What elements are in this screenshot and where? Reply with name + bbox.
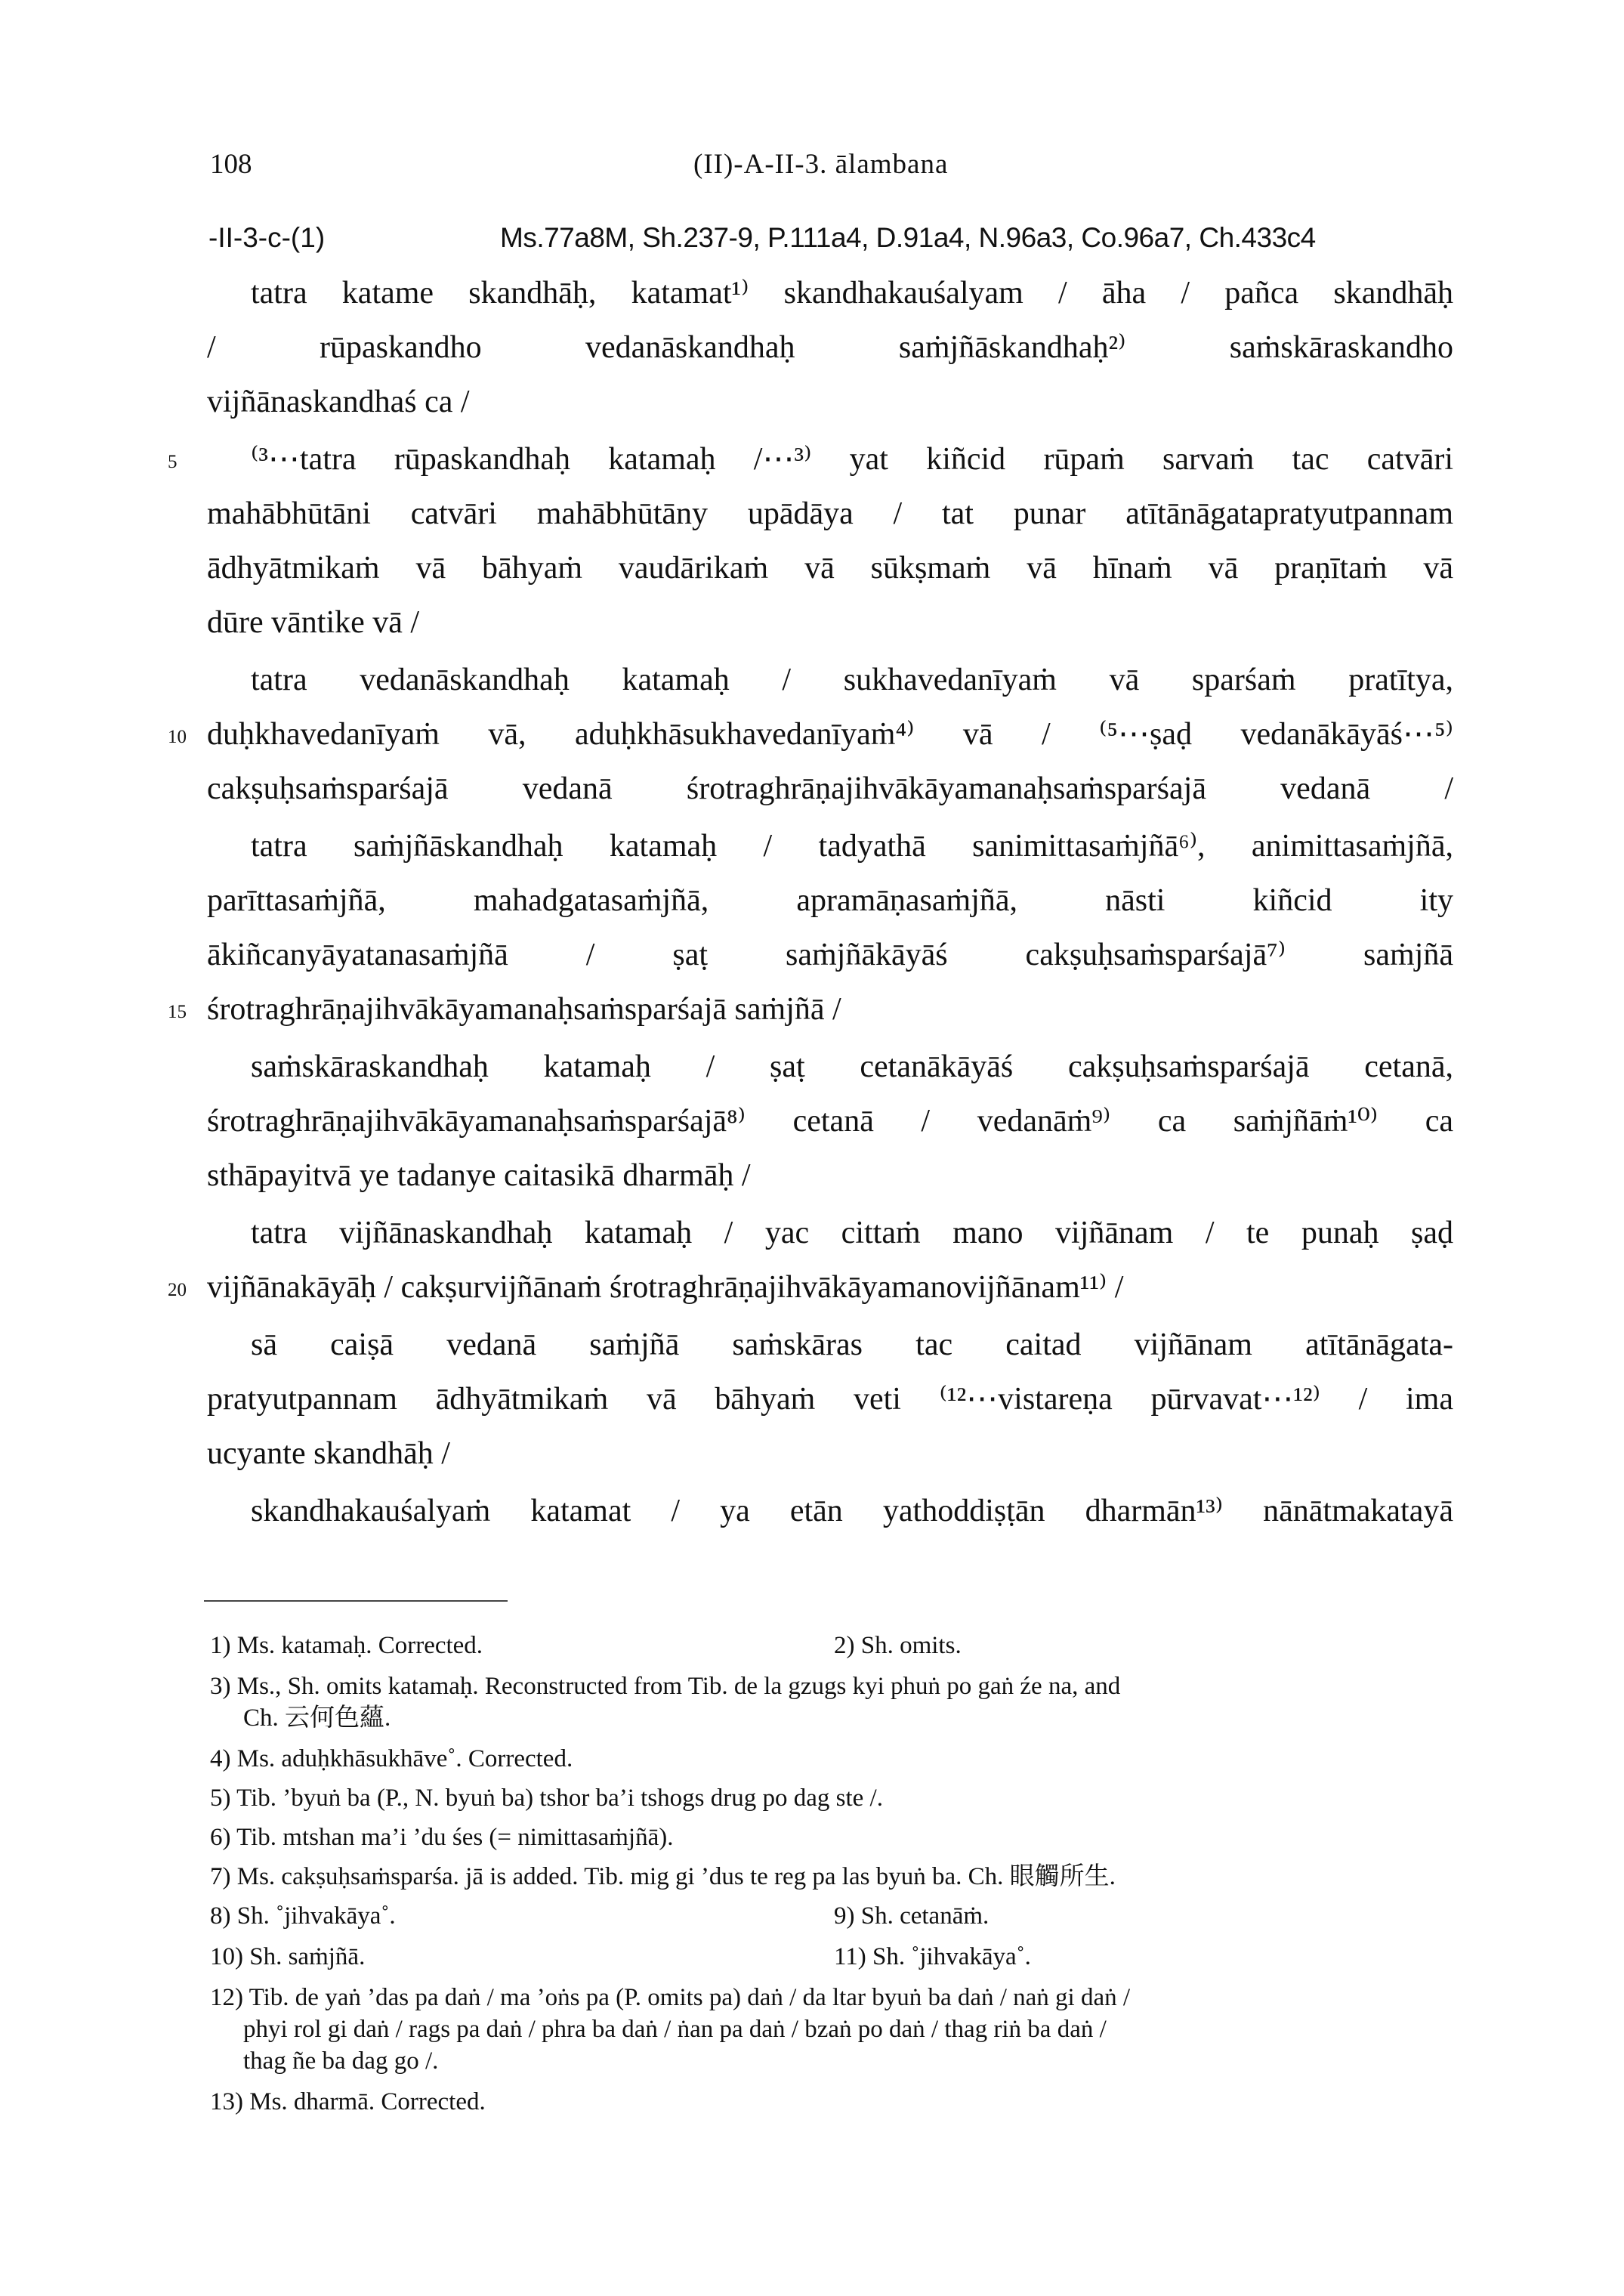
section-label: -II-3-c-(1) [208, 222, 326, 253]
footnote: 2) Sh. omits. [834, 1632, 962, 1659]
body-line: tatra vedanāskandhaḥ katamaḥ / sukhavedanīyaṁ vā sparśaṁ pratītya, [251, 663, 1453, 697]
footnote: Ch. 云何色蘊. [243, 1704, 391, 1732]
body-line: dūre vāntike vā / [207, 605, 420, 640]
line-number: 15 [168, 1002, 187, 1022]
body-line: śrotraghrāṇajihvākāyamanaḥsaṁsparśajā⁸⁾ cetanā / vedanāṁ⁹⁾ ca saṁjñāṁ¹⁰⁾ ca [207, 1104, 1453, 1139]
footnote: 9) Sh. cetanāṁ. [834, 1902, 990, 1930]
body-line: tatra katame skandhāḥ, katamat¹⁾ skandhakauśalyam / āha / pañca skandhāḥ [251, 276, 1453, 311]
body-line: mahābhūtāni catvāri mahābhūtāny upādāya / tat punar atītānāgatapratyutpannam [207, 496, 1453, 531]
footnote: 8) Sh. ˚jihvakāya˚. [210, 1902, 396, 1930]
body-line: tatra vijñānaskandhaḥ katamaḥ / yac cittaṁ mano vijñānam / te punaḥ ṣaḍ [251, 1216, 1453, 1250]
footnote: 13) Ms. dharmā. Corrected. [210, 2088, 486, 2115]
body-line: vijñānaskandhaś ca / [207, 385, 470, 419]
footnote: phyi rol gi daṅ / rags pa daṅ / phra ba daṅ / ṅan pa daṅ / bzaṅ po daṅ / thag riṅ ba daṅ / [243, 2016, 1107, 2043]
body-line: sthāpayitvā ye tadanye caitasikā dharmāḥ / [207, 1158, 751, 1193]
body-line: ādhyātmikaṁ vā bāhyaṁ vaudārikaṁ vā sūkṣmaṁ vā hīnaṁ vā praṇītaṁ vā [207, 551, 1453, 586]
footnote: 3) Ms., Sh. omits katamaḥ. Reconstructed from Tib. de la gzugs kyi phuṅ po gaṅ źe na, and [210, 1673, 1121, 1700]
running-head: (II)-A-II-3. ālambana [693, 149, 949, 180]
body-line: tatra saṁjñāskandhaḥ katamaḥ / tadyathā sanimittasaṁjñā⁶⁾, animittasaṁjñā, [251, 829, 1453, 864]
page-number: 108 [210, 149, 252, 180]
footnote: 5) Tib. ’byuṅ ba (P., N. byuṅ ba) tshor ba’i tshogs drug po dag ste /. [210, 1785, 883, 1812]
line-number: 5 [168, 452, 178, 472]
footnote: 1) Ms. katamaḥ. Corrected. [210, 1632, 483, 1659]
body-line: / rūpaskandho vedanāskandhaḥ saṁjñāskandhaḥ²⁾ saṁskāraskandho [207, 330, 1453, 365]
body-line: sā caiṣā vedanā saṁjñā saṁskāras tac caitad vijñānam atītānāgata- [251, 1327, 1453, 1362]
body-line: saṁskāraskandhaḥ katamaḥ / ṣaṭ cetanākāyāś cakṣuḥsaṁsparśajā cetanā, [251, 1049, 1453, 1084]
footnote: 11) Sh. ˚jihvakāya˚. [834, 1943, 1031, 1970]
body-line: śrotraghrāṇajihvākāyamanaḥsaṁsparśajā saṁjñā / [207, 992, 841, 1027]
body-line: pratyutpannam ādhyātmikaṁ vā bāhyaṁ veti ⁽¹²⋯vistareṇa pūrvavat⋯¹²⁾ / ima [207, 1382, 1453, 1417]
body-line: vijñānakāyāḥ / cakṣurvijñānaṁ śrotraghrāṇajihvākāyamanovijñānam¹¹⁾ / [207, 1270, 1124, 1305]
footnote-rule [204, 1600, 508, 1602]
line-number: 20 [168, 1280, 187, 1300]
line-number: 10 [168, 727, 187, 747]
footnote: 12) Tib. de yaṅ ’das pa daṅ / ma ’oṅs pa (P. omits pa) daṅ / da ltar byuṅ ba daṅ / naṅ gi daṅ / [210, 1984, 1131, 2011]
body-line: ākiñcanyāyatanasaṁjñā / ṣaṭ saṁjñākāyāś cakṣuḥsaṁsparśajā⁷⁾ saṁjñā [207, 938, 1453, 972]
body-line: parīttasaṁjñā, mahadgatasaṁjñā, apramāṇasaṁjñā, nāsti kiñcid ity [207, 883, 1453, 918]
footnote: 10) Sh. saṁjñā. [210, 1943, 366, 1970]
footnote: 4) Ms. aduḥkhāsukhāve˚. Corrected. [210, 1745, 573, 1772]
footnote: thag ñe ba dag go /. [243, 2047, 439, 2075]
body-line: skandhakauśalyaṁ katamat / ya etān yathoddiṣṭān dharmān¹³⁾ nānātmakatayā [251, 1494, 1453, 1528]
manuscript-references: Ms.77a8M, Sh.237-9, P.111a4, D.91a4, N.96a3, Co.96a7, Ch.433c4 [500, 222, 1316, 253]
body-line: ⁽³⋯tatra rūpaskandhaḥ katamaḥ /⋯³⁾ yat kiñcid rūpaṁ sarvaṁ tac catvāri [251, 442, 1453, 477]
footnote: 7) Ms. cakṣuḥsaṁsparśa. jā is added. Tib. mig gi ’dus te reg pa las byuṅ ba. Ch. 眼觸所生. [210, 1863, 1116, 1890]
body-line: duḥkhavedanīyaṁ vā, aduḥkhāsukhavedanīyaṁ⁴⁾ vā / ⁽⁵⋯ṣaḍ vedanākāyāś⋯⁵⁾ [207, 717, 1453, 752]
body-line: cakṣuḥsaṁsparśajā vedanā śrotraghrāṇajihvākāyamanaḥsaṁsparśajā vedanā / [207, 771, 1453, 806]
body-line: ucyante skandhāḥ / [207, 1436, 450, 1471]
footnote: 6) Tib. mtshan ma’i ’du śes (= nimittasaṁjñā). [210, 1824, 674, 1851]
